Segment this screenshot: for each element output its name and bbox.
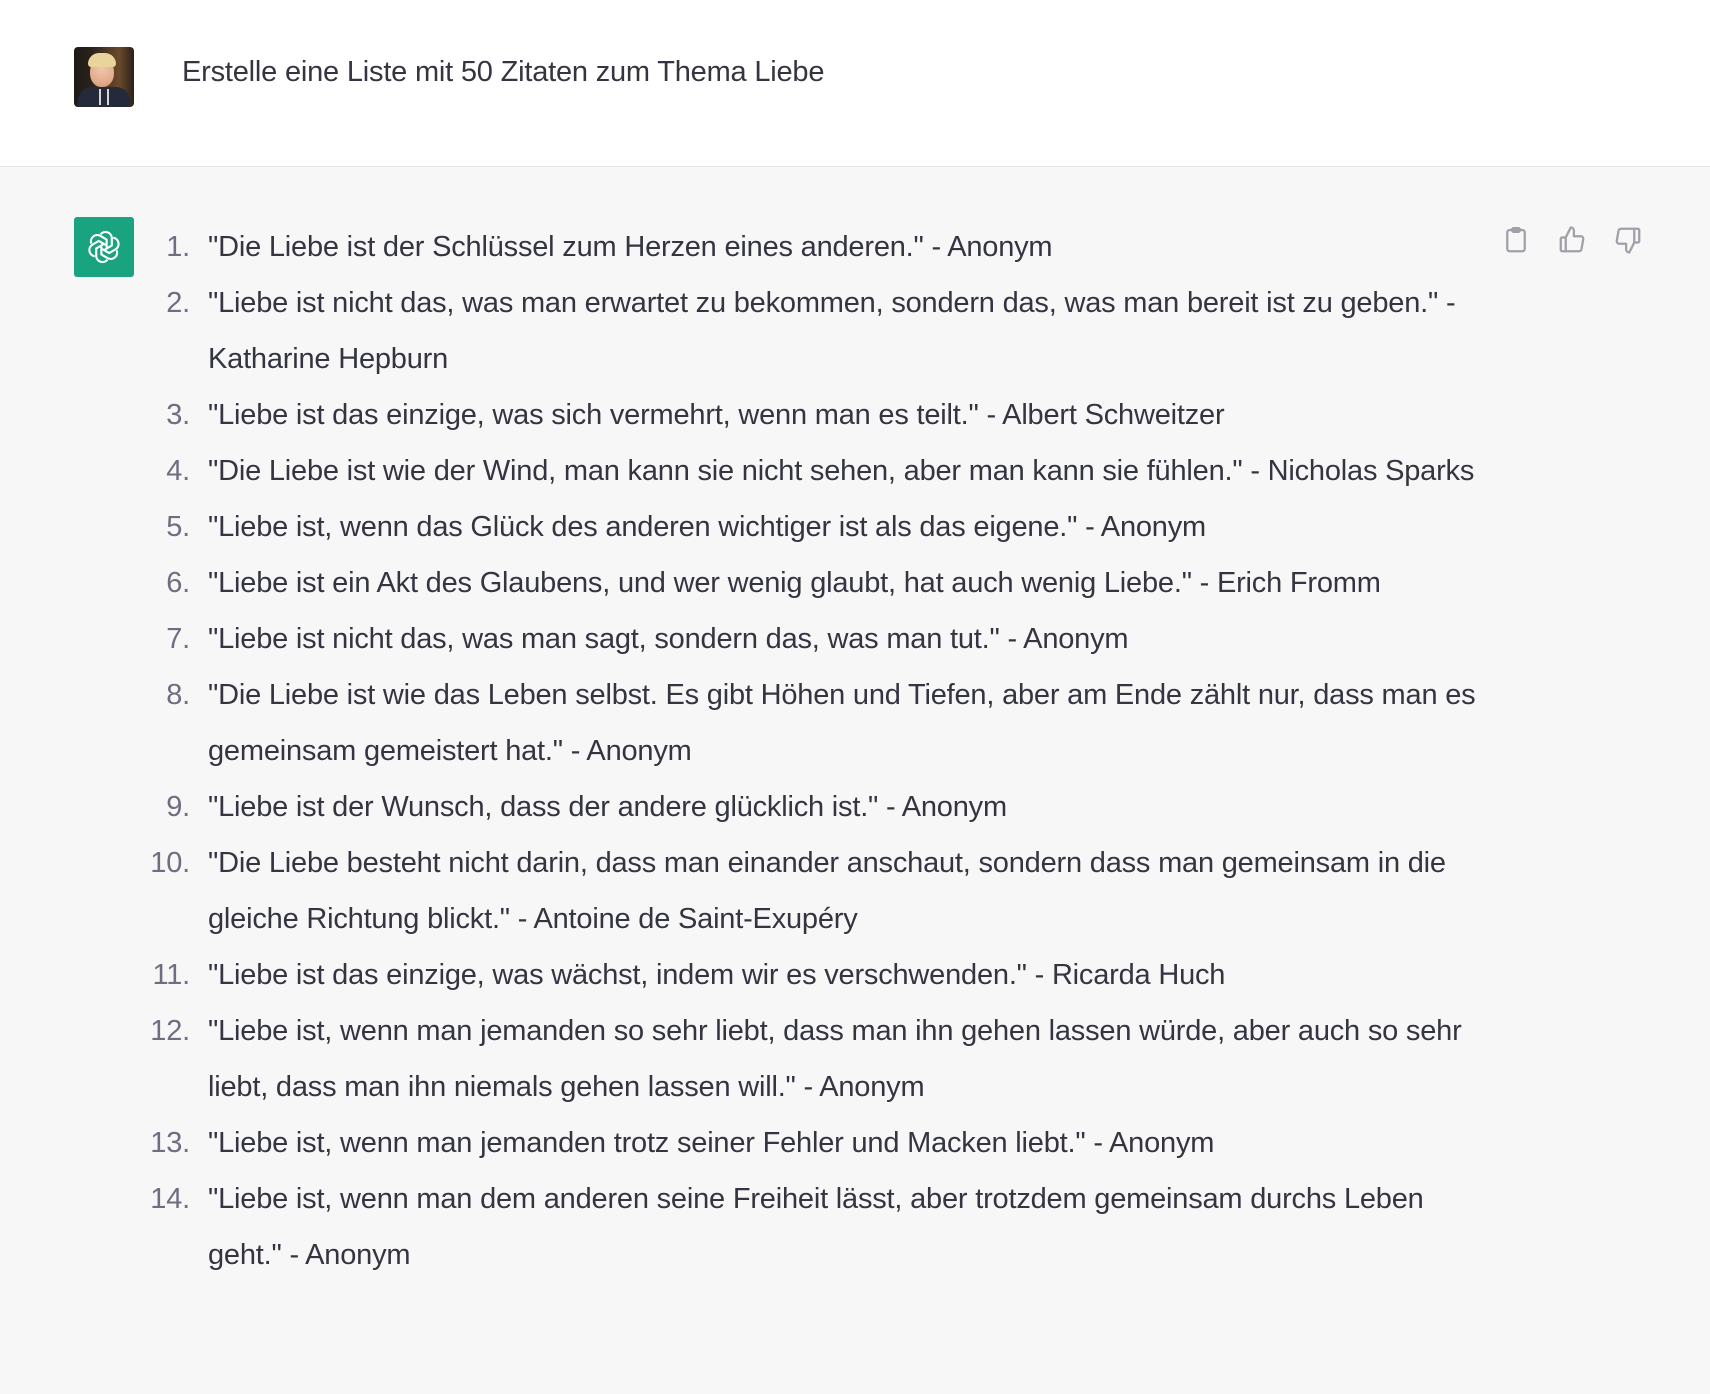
copy-button[interactable] <box>1500 224 1532 256</box>
avatar-hoodie-cord <box>99 89 101 105</box>
list-item <box>150 667 1480 779</box>
quote-text: "Die Liebe ist wie das Leben selbst. Es gibt Höhen und Tiefen, aber am Ende zählt nur, dass man es gemeinsam gemeistert hat." - Anonym <box>208 679 1476 767</box>
list-number: 10. <box>150 847 190 879</box>
list-item <box>150 779 1480 835</box>
list-number: 3. <box>166 399 190 431</box>
list-item <box>150 1003 1480 1115</box>
list-item <box>150 835 1480 947</box>
quote-text: "Liebe ist ein Akt des Glaubens, und wer wenig glaubt, hat auch wenig Liebe." - Erich Fromm <box>208 567 1381 599</box>
user-message-row <box>0 0 1710 167</box>
thumbs-down-icon <box>1613 225 1643 255</box>
message-actions <box>1500 224 1644 256</box>
list-item <box>150 555 1480 611</box>
list-number: 7. <box>166 623 190 655</box>
thumbs-up-button[interactable] <box>1556 224 1588 256</box>
list-number: 4. <box>166 455 190 487</box>
quote-text: "Die Liebe besteht nicht darin, dass man einander anschaut, sondern dass man gemeinsam in die gleiche Richtung blickt." - Antoine de Saint-Exupéry <box>208 847 1446 935</box>
quote-list <box>150 219 1480 1283</box>
list-number: 13. <box>150 1127 190 1159</box>
quote-text: "Die Liebe ist der Schlüssel zum Herzen eines anderen." - Anonym <box>208 231 1053 263</box>
quote-text: "Liebe ist der Wunsch, dass der andere glücklich ist." - Anonym <box>208 791 1007 823</box>
quote-text: "Liebe ist nicht das, was man erwartet zu bekommen, sondern das, was man bereit ist zu geben." - Katharine Hepburn <box>208 287 1456 375</box>
avatar-hoodie-cord <box>107 89 109 105</box>
list-number: 1. <box>166 231 190 263</box>
clipboard-icon <box>1501 225 1531 255</box>
list-number: 11. <box>152 959 190 991</box>
list-item <box>150 499 1480 555</box>
quote-text: "Liebe ist, wenn das Glück des anderen wichtiger ist als das eigene." - Anonym <box>208 511 1206 543</box>
list-number: 12. <box>150 1015 190 1047</box>
list-number: 9. <box>166 791 190 823</box>
list-number: 14. <box>150 1183 190 1215</box>
quote-text: "Liebe ist, wenn man dem anderen seine Freiheit lässt, aber trotzdem gemeinsam durchs Leben geht." - Anonym <box>208 1183 1424 1271</box>
list-item <box>150 275 1480 387</box>
list-item <box>150 947 1480 1003</box>
quote-text: "Liebe ist, wenn man jemanden so sehr liebt, dass man ihn gehen lassen würde, aber auch so sehr liebt, dass man ihn niemals gehen lassen will." - Anonym <box>208 1015 1462 1103</box>
list-item <box>150 443 1480 499</box>
quote-text: "Liebe ist nicht das, was man sagt, sondern das, was man tut." - Anonym <box>208 623 1129 655</box>
list-number: 5. <box>166 511 190 543</box>
list-number: 6. <box>166 567 190 599</box>
user-avatar <box>74 47 134 107</box>
thumbs-up-icon <box>1557 225 1587 255</box>
list-number: 8. <box>166 679 190 711</box>
quote-text: "Liebe ist das einzige, was wächst, indem wir es verschwenden." - Ricarda Huch <box>208 959 1226 991</box>
list-item <box>150 1115 1480 1171</box>
list-item <box>150 387 1480 443</box>
list-item <box>150 1171 1480 1283</box>
list-item <box>150 219 1480 275</box>
quote-text: "Liebe ist, wenn man jemanden trotz seiner Fehler und Macken liebt." - Anonym <box>208 1127 1215 1159</box>
quote-text: "Liebe ist das einzige, was sich vermehrt, wenn man es teilt." - Albert Schweitzer <box>208 399 1225 431</box>
avatar-hair <box>88 53 116 67</box>
avatar-shirt <box>78 87 130 107</box>
list-item <box>150 611 1480 667</box>
user-prompt-text: Erstelle eine Liste mit 50 Zitaten zum Thema Liebe <box>182 56 825 88</box>
openai-logo-icon <box>74 217 134 277</box>
thumbs-down-button[interactable] <box>1612 224 1644 256</box>
list-number: 2. <box>166 287 190 319</box>
quote-text: "Die Liebe ist wie der Wind, man kann sie nicht sehen, aber man kann sie fühlen." - Nicholas Sparks <box>208 455 1475 487</box>
